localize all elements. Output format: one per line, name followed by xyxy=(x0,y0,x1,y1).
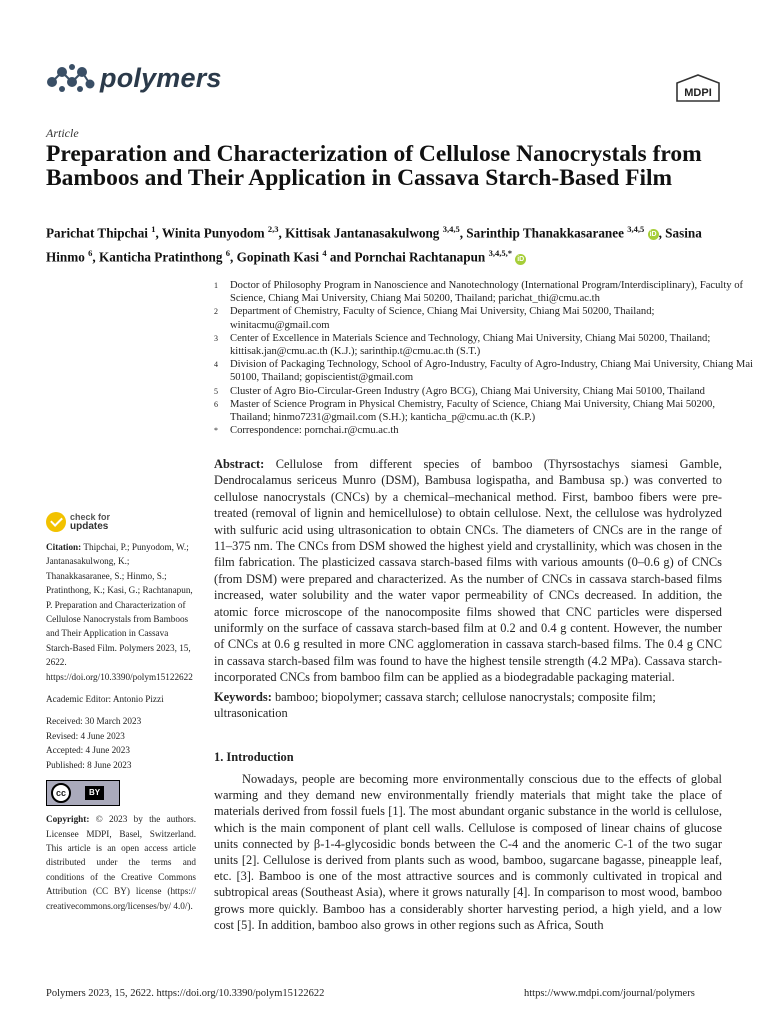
author-affiliation-sup: 3,4,5,* xyxy=(488,248,512,259)
article-type: Article xyxy=(46,126,79,140)
sidebar xyxy=(46,512,196,913)
author-name[interactable]: Winita Punyodom xyxy=(161,225,268,241)
affiliation-item xyxy=(214,424,754,437)
affiliation-text: Doctor of Philosophy Program in Nanoscience and Nanotechnology (International Program/Interdisciplinary), Faculty of Science, Chiang Mai University, Chiang Mai 50200, Thailand; parichat_thi@cmu.ac.th xyxy=(230,280,744,305)
author-affiliation-sup: 1 xyxy=(151,224,156,234)
orcid-icon[interactable]: iD xyxy=(649,231,657,239)
author-name[interactable]: Sarinthip Thanakkasaranee xyxy=(466,225,628,241)
affiliation-number: 5 xyxy=(214,386,218,396)
keywords xyxy=(214,689,722,721)
author-affiliation-sup: 4 xyxy=(322,248,327,259)
affiliation-text: Master of Science Program in Physical Chemistry, Faculty of Science, Chiang Mai University, Chiang Mai 50200, Thailand; hinmo7231@gmail.com (S.H.); kanticha_p@cmu.ac.th (K.P.) xyxy=(230,398,715,424)
orcid-icon[interactable]: iD xyxy=(517,255,525,263)
revised-date: Revised: 4 June 2023 xyxy=(46,730,125,741)
copyright-block xyxy=(46,812,196,913)
author-name[interactable]: Kittisak Jantanasakulwong xyxy=(285,225,443,241)
author-name[interactable]: Gopinath Kasi xyxy=(236,249,323,265)
mdpi-logo[interactable] xyxy=(676,74,720,107)
affiliation-number: 2 xyxy=(214,307,218,317)
citation-block xyxy=(46,540,196,684)
author-affiliation-sup: 2,3 xyxy=(267,224,279,234)
author-affiliation-sup: 6 xyxy=(88,248,93,259)
copyright-label: Copyright: xyxy=(46,814,90,825)
journal-logo[interactable] xyxy=(46,62,222,94)
citation-label: Citation: xyxy=(46,542,82,552)
affiliation-text: Cluster of Agro Bio-Circular-Green Industry (Agro BCG), Chiang Mai University, Chiang Mai 50100, Thailand xyxy=(230,385,705,397)
affiliation-item xyxy=(214,305,754,331)
keywords-text: bamboo; biopolymer; cassava starch; cellulose nanocrystals; composite film; ultrasonication xyxy=(214,690,656,720)
introduction-text: Nowadays, people are becoming more environmentally conscious due to the effects of global warming and they demand new environmentally friendly materials that might take the place of materials derived from fossil fuels [1]. The most abundant organic substance in the world is cellulose, which is the main component of plant cell walls. Cellulose is composed of linear chains of glucose units connected by β-1-4-glycosidic bonds between the C-4 and the anomeric C-1 of the two sugar units [2]. Cellulose is derived from plants such as wood, bamboo, sugarcane bagasse, pineapple leaf, etc. [3]. Bamboo is one of the most attractive sources and is commonly cultivated in tropical and subtropical areas (Southeast Asia), where it grows naturally [4]. In comparison to most wood, bamboo grows more quickly. Bamboo has a considerably shorter harvesting period, a high yield, and a low cost [5]. In addition, bamboo also grows in other regions such as Africa, South xyxy=(214,772,722,932)
affiliation-number: 3 xyxy=(214,333,218,343)
check-for-updates-button[interactable] xyxy=(46,512,196,532)
abstract-text: Cellulose from different species of bamboo (Thyrsostachys siamesi Gamble, Dendrocalamus sericeus Munro (DSM), Bambusa logispatha, and Bambusa sp.) was converted to cellulose nanocrystals (CNCs) by a chemical–mechanical method. First, bamboo fibers were pre-treated (removal of lignin and hemicellulose) to obtain cellulose. Next, the cellulose was hydrolyzed with sulfuric acid using ultrasonication to obtain CNCs. The diameters of CNCs are in the range of 11–375 nm. The CNCs from DSM showed the highest yield and crystallinity, which was chosen in the film fabrication. The plasticized cassava starch-based films with various amounts (0–0.6 g) of CNCs (from DSM) were prepared and characterized. As the number of CNCs in cassava starch-based films increased, water solubility and the water vapor permeability of CNCs decreased. In addition, the atomic force microscope of the nanocomposite films showed that CNC particles were dispersed uniformly on the surface of cassava starch-based film at 0.2 and 0.4 g content. However, the number of CNCs at 0.6 g resulted in more CNC agglomeration in cassava starch-based films. The 0.4 g CNC in cassava starch-based film was found to have the highest tensile strength (4.2 MPa). Cassava starch-incorporated CNCs from bamboo film can be applied as a biodegradable packaging material. xyxy=(214,457,723,685)
author-affiliation-sup: 3,4,5 xyxy=(627,224,645,234)
accepted-date: Accepted: 4 June 2023 xyxy=(46,745,130,756)
affiliation-item xyxy=(214,385,754,398)
affiliation-number: 4 xyxy=(214,360,218,370)
author-affiliation-sup: 3,4,5 xyxy=(442,224,460,234)
affiliation-item xyxy=(214,279,754,305)
author-affiliation-sup: 6 xyxy=(225,248,230,259)
abstract xyxy=(214,456,722,686)
check-updates-line1: check for xyxy=(70,512,111,522)
affiliation-text: Department of Chemistry, Faculty of Science, Chiang Mai University, Chiang Mai 50200, Thailand; winitacmu@gmail.com xyxy=(230,306,655,331)
author-name[interactable]: Kanticha Pratinthong xyxy=(98,249,226,265)
affiliation-number: 1 xyxy=(214,281,218,290)
received-date: Received: 30 March 2023 xyxy=(46,716,142,727)
footer-journal-link[interactable]: https://www.mdpi.com/journal/polymers xyxy=(524,988,695,999)
abstract-label: Abstract: xyxy=(214,457,265,471)
keywords-label: Keywords: xyxy=(214,690,272,704)
cc-by-label: BY xyxy=(85,786,104,800)
cc-license-badge[interactable] xyxy=(46,780,120,806)
copyright-text: © 2023 by the authors. Licensee MDPI, Basel, Switzerland. This article is an open access article distributed under the terms and conditions of the Creative Commons Attribution (CC BY) license (https:// creativecommons.org/licenses/by/ 4.0/). xyxy=(46,814,196,911)
footer-citation: Polymers 2023, 15, 2622. https://doi.org/10.3390/polym15122622 xyxy=(46,988,325,999)
author-name[interactable]: Sasina Hinmo xyxy=(46,225,702,265)
affiliation-number: 6 xyxy=(214,399,218,409)
check-updates-line2: updates xyxy=(70,521,109,532)
author-name[interactable]: Pornchai Rachtanapun xyxy=(354,249,489,265)
author-list: Parichat Thipchai $^1$, Winita Punyodom $^{2,3}$, Kittisak Jantanasakulwong $^{3,4,5}$, Sarinthip Thanakkasaranee $^{3,4,5}$ iD , Sasina Hinmo $^6$, Kanticha Pratinthong $^6$, Gopinath Kasi $^4$ and Pornchai Rachtanapun $^{3,4,5,*}$ iD xyxy=(46,224,702,265)
check-updates-icon xyxy=(46,512,66,532)
section-title: 1. Introduction xyxy=(214,750,294,764)
published-date: Published: 8 June 2023 xyxy=(46,759,132,770)
affiliation-item xyxy=(214,358,754,384)
affiliations xyxy=(214,279,754,437)
affiliation-item xyxy=(214,398,754,424)
affiliation-text: Center of Excellence in Materials Science and Technology, Chiang Mai University, Chiang Mai 50200, Thailand; kittisak.jan@cmu.ac.th (K.J.); sarinthip.t@cmu.ac.th (S.T.) xyxy=(230,332,711,358)
article-title: Preparation and Characterization of Cellulose Nanocrystals from Bamboos and Their Application in Cassava Starch-Based Film xyxy=(46,141,702,191)
academic-editor: Academic Editor: Antonio Pizzi xyxy=(46,694,164,705)
affiliation-text: Division of Packaging Technology, School of Agro-Industry, Faculty of Agro-Industry, Chiang Mai University, Chiang Mai 50100, Thailand; gopiscientist@gmail.com xyxy=(230,359,753,384)
mdpi-logo-icon xyxy=(676,74,720,102)
author-name[interactable]: Parichat Thipchai xyxy=(46,225,152,241)
cc-icon: cc xyxy=(51,783,71,803)
citation-text: Thipchai, P.; Punyodom, W.; Jantanasakulwong, K.; Thanakkasaranee, S.; Hinmo, S.; Pratinthong, K.; Kasi, G.; Rachtanapun, P. Preparation and Characterization of Cellulose Nanocrystals from Bamboos and Their Application in Cassava Starch-Based Film. Polymers 2023, 15, 2622. https://doi.org/10.3390/polym15122622 xyxy=(46,542,193,682)
polymers-logo-icon xyxy=(46,62,96,94)
svg-text:MDPI: MDPI xyxy=(684,87,712,99)
journal-name: polymers xyxy=(100,62,222,93)
affiliation-number: * xyxy=(214,426,218,436)
affiliation-item xyxy=(214,332,754,358)
affiliation-text: Correspondence: pornchai.r@cmu.ac.th xyxy=(230,425,399,437)
